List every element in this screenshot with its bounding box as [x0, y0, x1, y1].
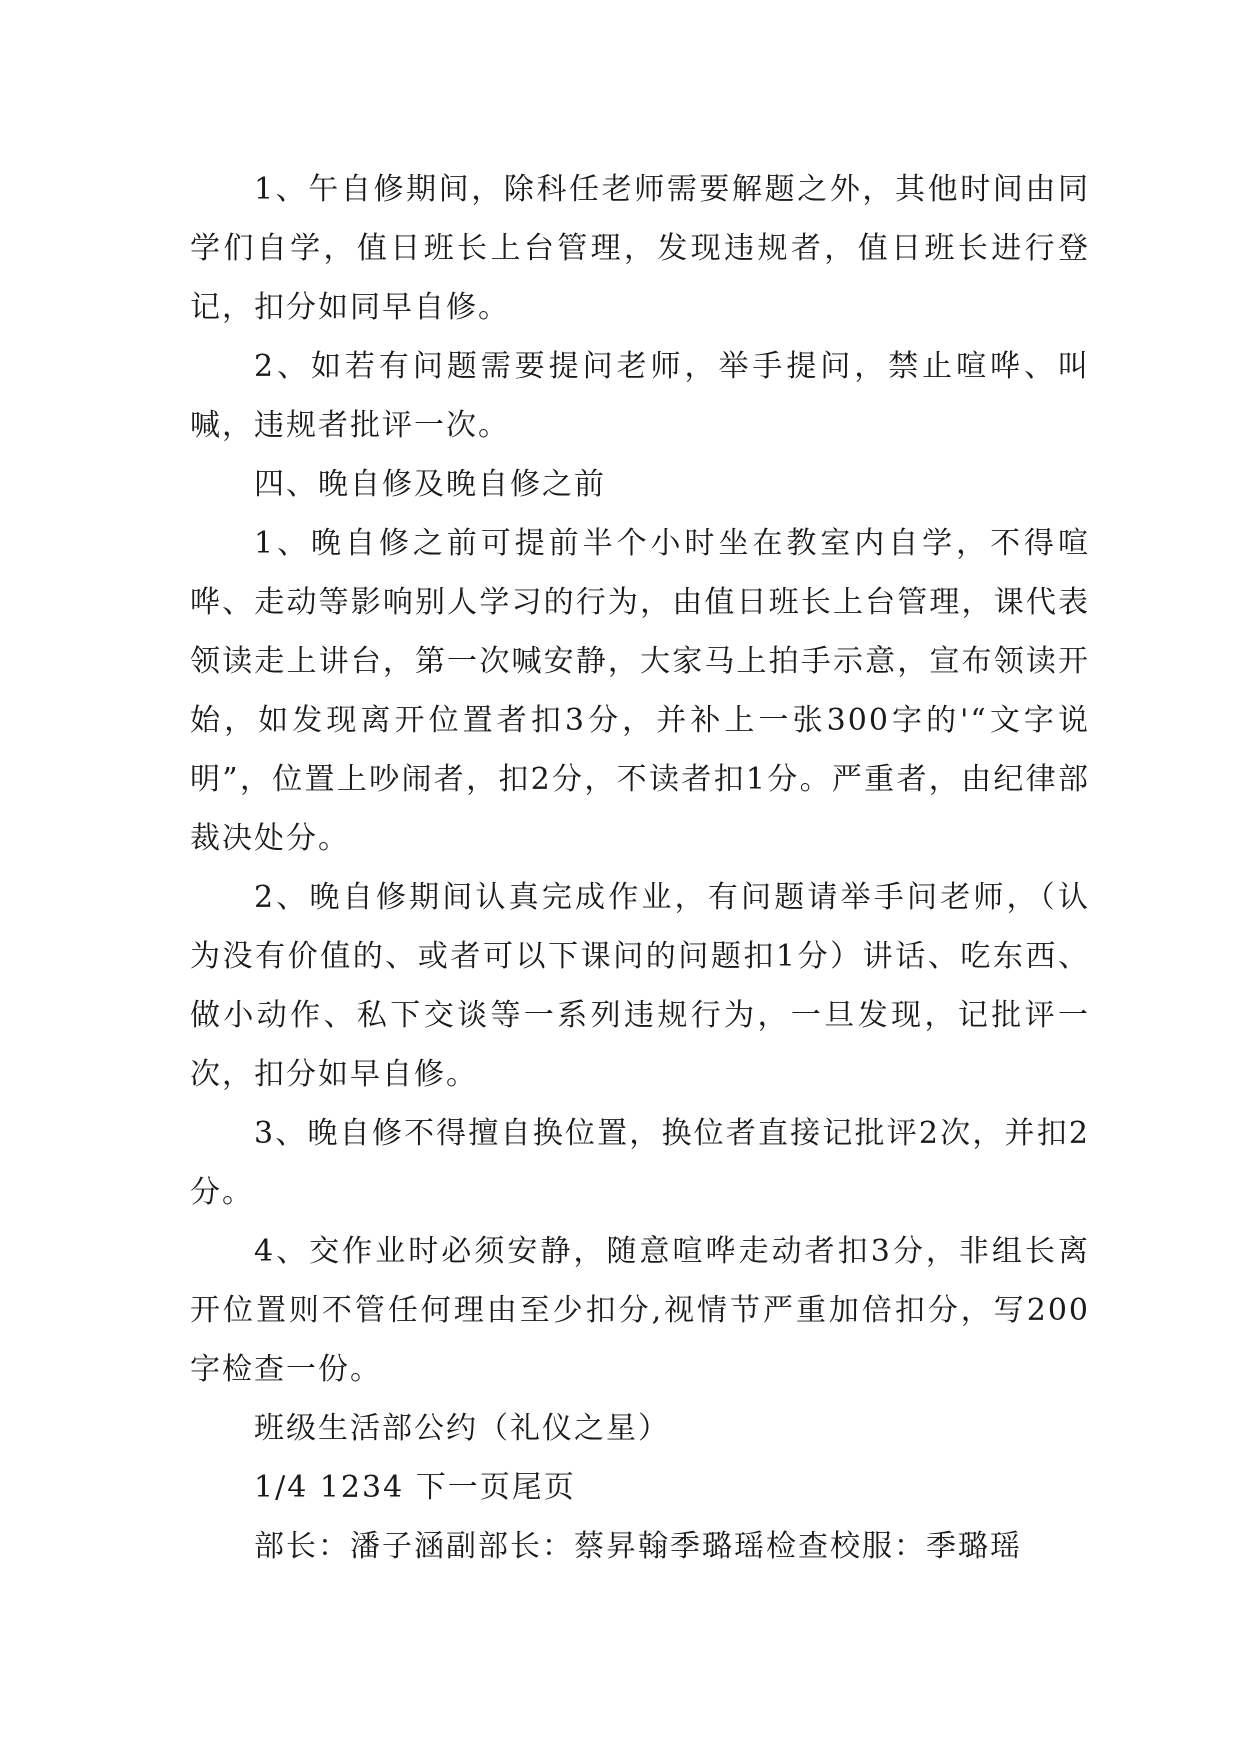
- pagination-text: 1/4 1234 下一页尾页: [254, 1470, 576, 1505]
- document-body: [190, 160, 1090, 1576]
- paragraph-evening-study-rule-3: 3、晚自修不得擅自换位置，换位者直接记批评2次，并扣2分。: [190, 1116, 1090, 1210]
- paragraph-noon-study-rule-2: 2、如若有问题需要提问老师，举手提问，禁止喧哗、叫喊，违规者批评一次。: [190, 349, 1090, 443]
- paragraph-evening-study-rule-2: 2、晚自修期间认真完成作业，有问题请举手问老师，（认为没有价值的、或者可以下课问的问题扣1分）讲话、吃东西、做小动作、私下交谈等一系列违规行为，一旦发现，记批评一次，扣分如早自修。: [190, 880, 1090, 1092]
- paragraph-department-members: 部长：潘子涵副部长：蔡昇翰季璐瑶检查校服：季璐瑶: [254, 1529, 1022, 1564]
- section-heading-life-department: 班级生活部公约（礼仪之星）: [254, 1411, 670, 1446]
- paragraph-noon-study-rule-1: 1、午自修期间，除科任老师需要解题之外，其他时间由同学们自学，值日班长上台管理，发现违规者，值日班长进行登记，扣分如同早自修。: [190, 172, 1090, 325]
- paragraph-evening-study-rule-1: 1、晚自修之前可提前半个小时坐在教室内自学，不得喧哗、走动等影响别人学习的行为，由值日班长上台管理，课代表领读走上讲台，第一次喊安静，大家马上拍手示意，宣布领读开始，如发现离开位置者扣3分，并补上一张300字的'“文字说明”，位置上吵闹者，扣2分，不读者扣1分。严重者，由纪律部裁决处分。: [190, 526, 1090, 856]
- section-heading-evening-study: 四、晚自修及晚自修之前: [254, 467, 606, 502]
- paragraph-evening-study-rule-4: 4、交作业时必须安静，随意喧哗走动者扣3分，非组长离开位置则不管任何理由至少扣分,视情节严重加倍扣分，写200字检查一份。: [190, 1234, 1090, 1387]
